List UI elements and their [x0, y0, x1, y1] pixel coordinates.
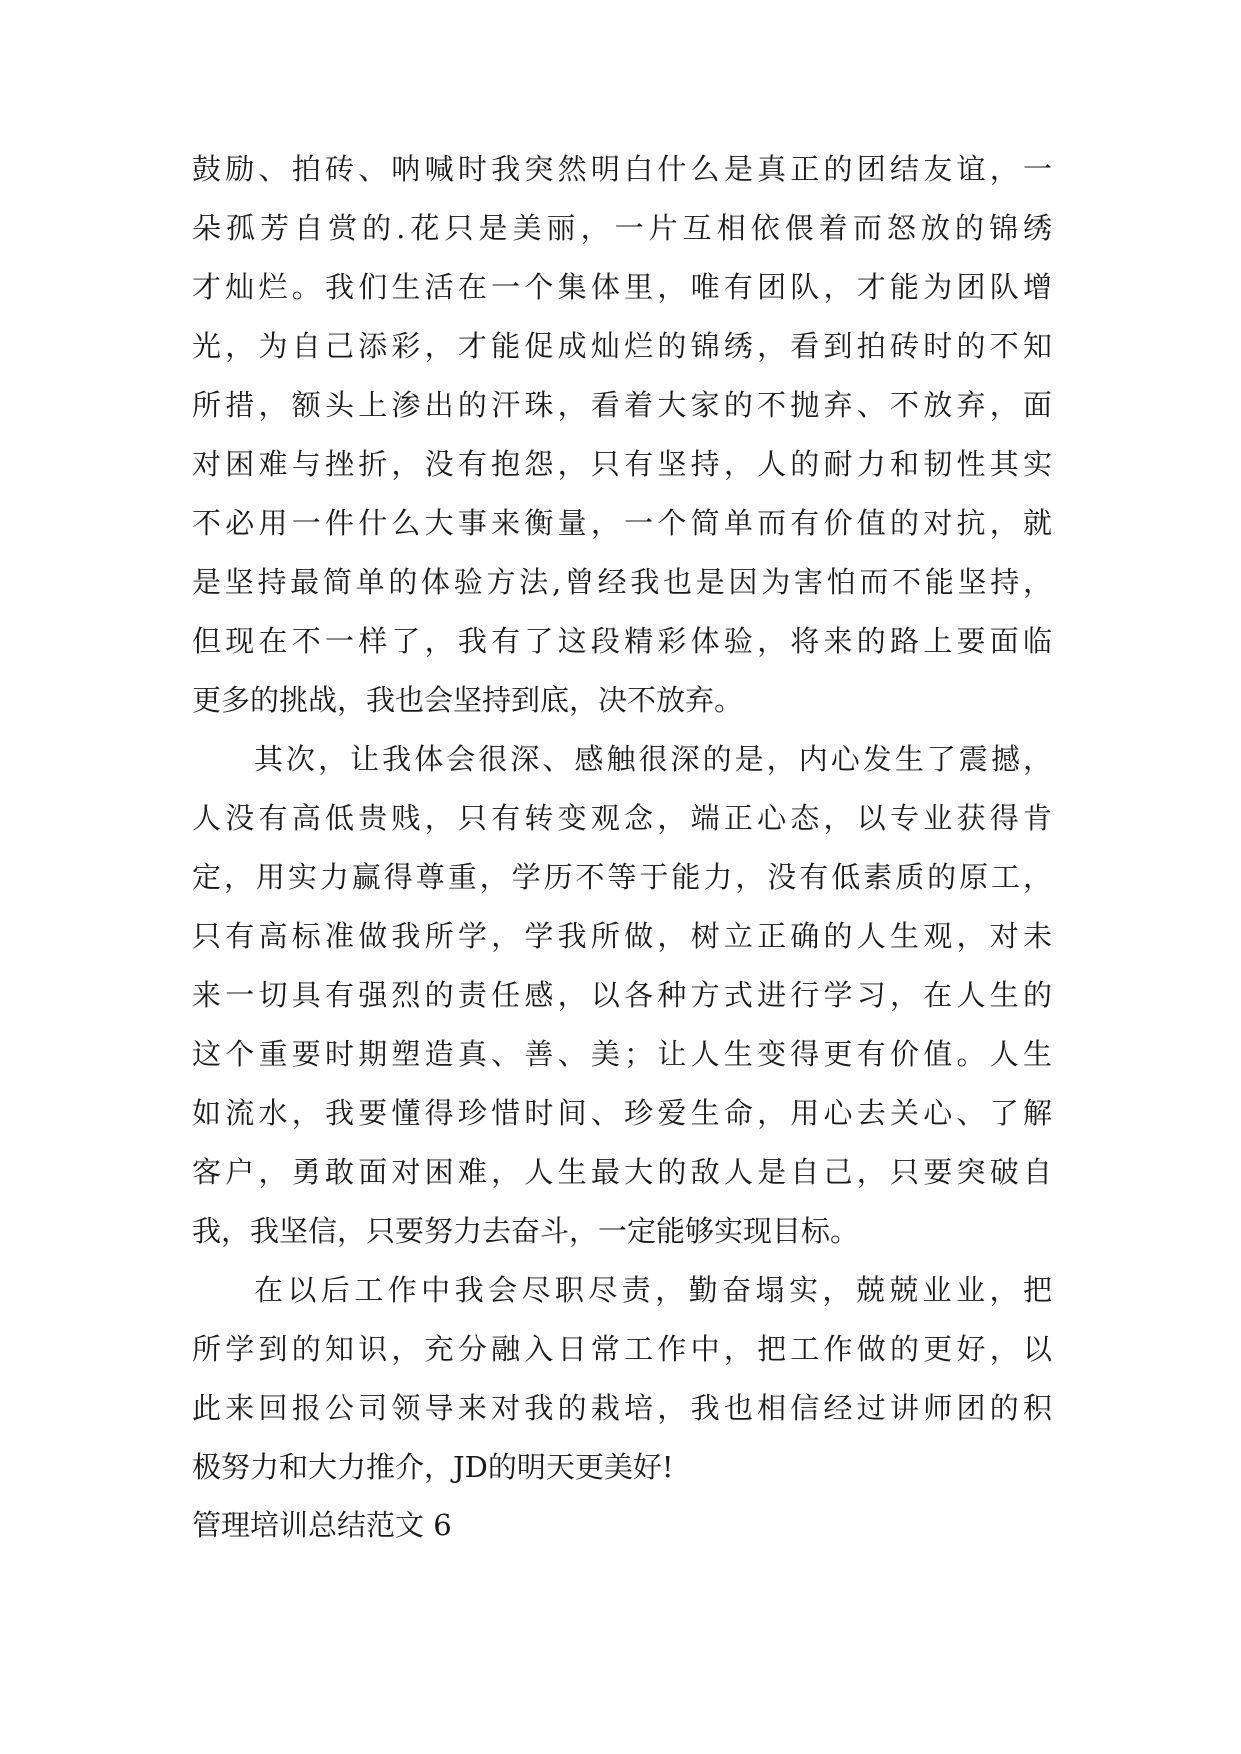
- text-line: 所学到的知识，充分融入日常工作中，把工作做的更好，以: [192, 1332, 1052, 1366]
- paragraph-3: [192, 1261, 1052, 1497]
- text-line: 更多的挑战，我也会坚持到底，决不放弃。: [192, 683, 744, 717]
- text-line: 人没有高低贵贱，只有转变观念，端正心态，以专业获得肯: [192, 801, 1052, 835]
- text-line: 这个重要时期塑造真、善、美；让人生变得更有价值。人生: [192, 1037, 1052, 1071]
- text-line: 所措，额头上渗出的汗珠，看着大家的不抛弃、不放弃，面: [192, 388, 1052, 422]
- document-body: [192, 140, 1052, 1497]
- text-line: 光，为自己添彩，才能促成灿烂的锦绣，看到拍砖时的不知: [192, 329, 1052, 363]
- text-line: 鼓励、拍砖、呐喊时我突然明白什么是真正的团结友谊，一: [192, 152, 1052, 186]
- text-line: 不必用一件什么大事来衡量，一个简单而有价值的对抗，就: [192, 506, 1052, 540]
- text-line: 才灿烂。我们生活在一个集体里，唯有团队，才能为团队增: [192, 270, 1052, 304]
- text-line: 此来回报公司领导来对我的栽培，我也相信经过讲师团的积: [192, 1391, 1052, 1425]
- paragraph-2: [192, 730, 1052, 1261]
- text-line: 朵孤芳自赏的.花只是美丽，一片互相依偎着而怒放的锦绣: [192, 211, 1052, 245]
- text-line: 其次，让我体会很深、感触很深的是，内心发生了震撼，: [254, 742, 1052, 776]
- text-line: 但现在不一样了，我有了这段精彩体验，将来的路上要面临: [192, 624, 1052, 658]
- text-line: 在以后工作中我会尽职尽责，勤奋塌实，兢兢业业，把: [254, 1273, 1052, 1307]
- text-line: 如流水，我要懂得珍惜时间、珍爱生命，用心去关心、了解: [192, 1096, 1052, 1130]
- text-line: 只有高标准做我所学，学我所做，树立正确的人生观，对未: [192, 919, 1052, 953]
- text-line: 极努力和大力推介，JD的明天更美好!: [192, 1450, 674, 1484]
- paragraph-1: [192, 140, 1052, 730]
- text-line: 是坚持最简单的体验方法,曾经我也是因为害怕而不能坚持，: [192, 565, 1052, 599]
- text-line: 来一切具有强烈的责任感，以各种方式进行学习，在人生的: [192, 978, 1052, 1012]
- text-line: 定，用实力赢得尊重，学历不等于能力，没有低素质的原工，: [192, 860, 1052, 894]
- text-line: 客户，勇敢面对困难，人生最大的敌人是自己，只要突破自: [192, 1155, 1052, 1189]
- section-heading: 管理培训总结范文 6: [192, 1508, 452, 1542]
- text-line: 对困难与挫折，没有抱怨，只有坚持，人的耐力和韧性其实: [192, 447, 1052, 481]
- text-line: 我，我坚信，只要努力去奋斗，一定能够实现目标。: [192, 1214, 860, 1248]
